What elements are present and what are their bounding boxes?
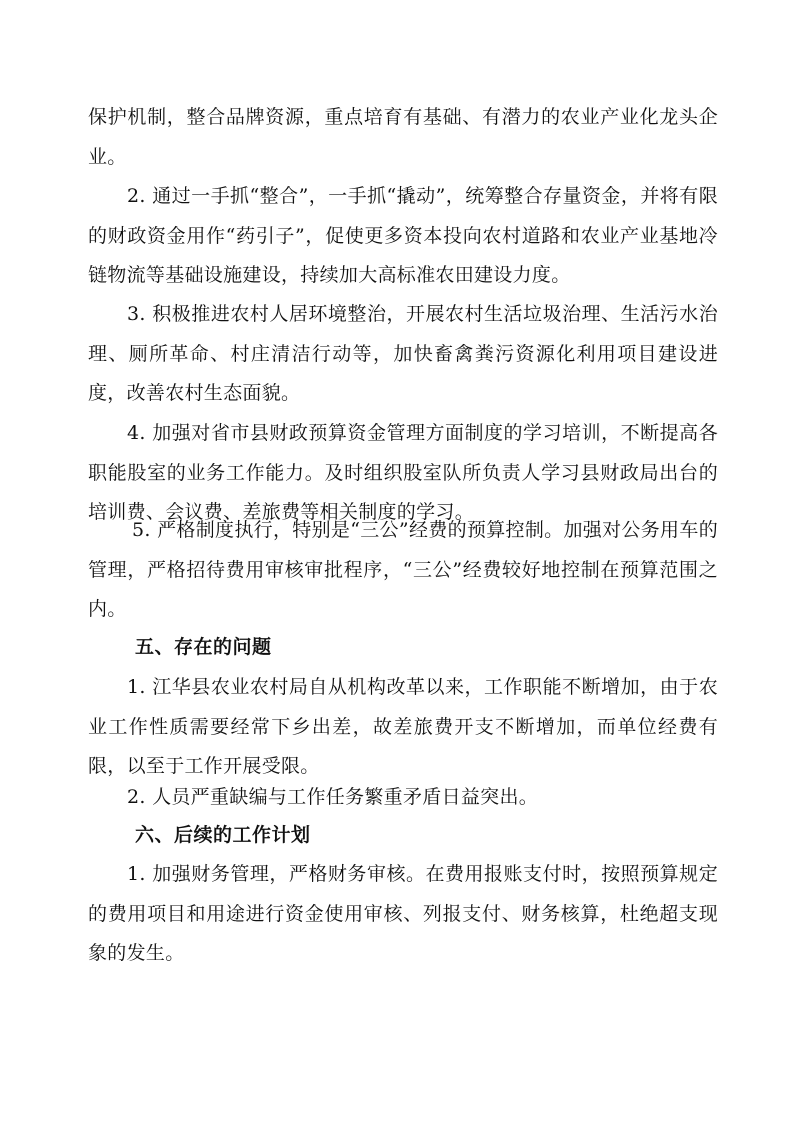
paragraph-item-5: 5. 严格制度执行，特别是“三公”经费的预算控制。加强对公务用车的管理，严格招待费用审核审批程序，“三公”经费较好地控制在预算范围之内。 [88,519,718,620]
section-heading-plan: 六、后续的工作计划 [135,824,311,846]
paragraph-plan-1: 1. 加强财务管理，严格财务审核。在费用报账支付时，按照预算规定的费用项目和用途进行资金使用审核、列报支付、财务核算，杜绝超支现象的发生。 [88,863,718,964]
paragraph-item-3: 3. 积极推进农村人居环境整治，开展农村生活垃圾治理、生活污水治理、厕所革命、村庄清洁行动等，加快畜禽粪污资源化利用项目建设进度，改善农村生态面貌。 [88,303,718,404]
section-heading-problems: 五、存在的问题 [135,636,272,658]
paragraph-problem-2: 2. 人员严重缺编与工作任务繁重矛盾日益突出。 [127,786,539,808]
paragraph-item-4: 4. 加强对省市县财政预算资金管理方面制度的学习培训，不断提高各职能股室的业务工作能力。及时组织股室队所负责人学习县财政局出台的培训费、会议费、差旅费等相关制度的学习。 [88,422,718,523]
paragraph-problem-1: 1. 江华县农业农村局自从机构改革以来，工作职能不断增加，由于农业工作性质需要经常下乡出差，故差旅费开支不断增加，而单位经费有限，以至于工作开展受限。 [88,676,718,777]
paragraph-continued: 保护机制，整合品牌资源，重点培育有基础、有潜力的农业产业化龙头企业。 [88,106,718,168]
paragraph-item-2: 2. 通过一手抓“整合”，一手抓“撬动”，统筹整合存量资金，并将有限的财政资金用作“药引子”，促使更多资本投向农村道路和农业产业基地冷链物流等基础设施建设，持续加大高标准农田建设力度。 [88,185,718,286]
